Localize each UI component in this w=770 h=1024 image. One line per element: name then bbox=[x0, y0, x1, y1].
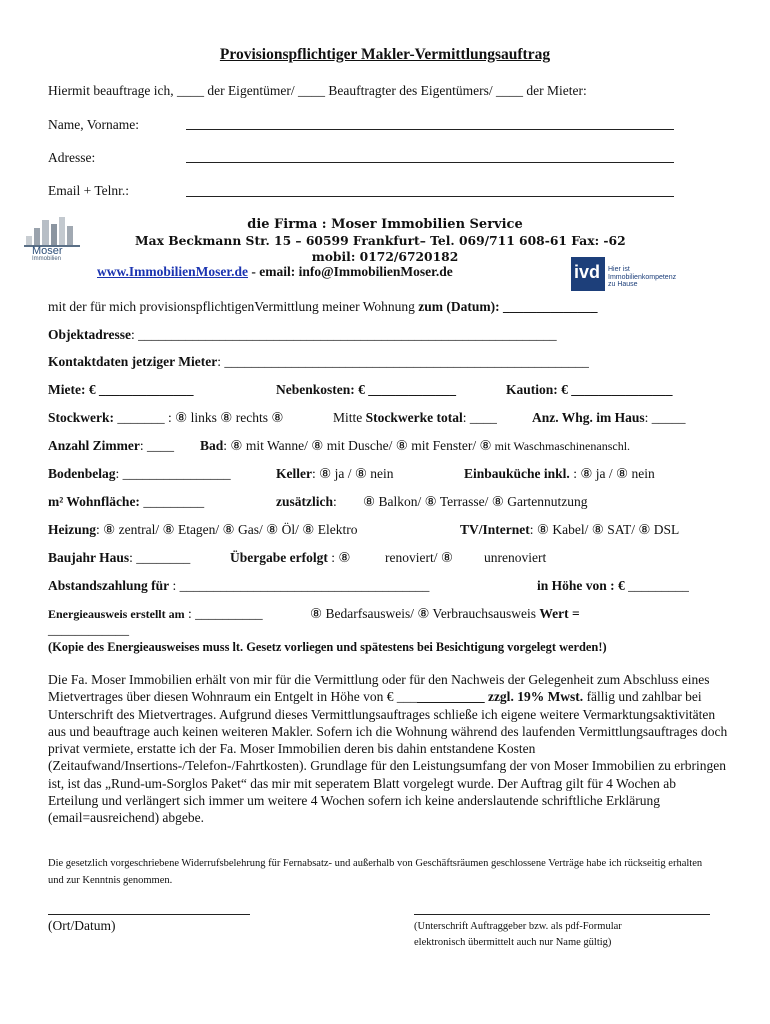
object-address-field[interactable]: : ______________________________________________________________ bbox=[131, 327, 557, 342]
contract-terms bbox=[48, 671, 728, 827]
company-mobile: mobil: 0172/6720182 bbox=[311, 249, 459, 264]
ivd-tagline bbox=[608, 266, 676, 289]
company-address: Max Beckmann Str. 15 – 60599 Frankfurt– Tel. 069/711 608-61 Fax: -62 bbox=[135, 233, 626, 248]
additional-label: zusätzlich bbox=[276, 494, 333, 509]
signature-label-1: (Unterschrift Auftraggeber bzw. als pdf-Formular bbox=[414, 921, 622, 932]
unrenovated-option[interactable]: unrenoviert bbox=[484, 550, 547, 565]
document-title: Provisionspflichtiger Makler-Vermittlungsauftrag bbox=[219, 46, 551, 63]
units-field[interactable]: : _____ bbox=[644, 410, 686, 425]
rooms-label: Anzahl Zimmer bbox=[48, 438, 140, 453]
floor-row bbox=[48, 410, 283, 426]
object-address-row bbox=[48, 327, 557, 343]
bath-options[interactable]: : ⑧ mit Wanne/ ⑧ mit Dusche/ ⑧ mit Fenster/ ⑧ bbox=[223, 438, 492, 453]
company-email: - email: info@ImmobilienMoser.de bbox=[248, 264, 453, 279]
energy-value-label: Wert = bbox=[539, 606, 580, 621]
tv-label: TV/Internet bbox=[460, 522, 530, 537]
energy-options[interactable]: ⑧ Bedarfsausweis/ ⑧ Verbrauchsausweis bbox=[310, 606, 537, 621]
kitchen-options[interactable]: : ⑧ ja / ⑧ nein bbox=[569, 466, 655, 481]
additional-colon: : bbox=[333, 494, 337, 509]
email-field[interactable] bbox=[186, 196, 674, 197]
terms-part-1: Die Fa. Moser Immobilien erhält von mir für die Vermittlung oder für den Nachweis der Gelegenheit zum Abschluss eines Mietvertrages über diesen Wohnraum ein Entgelt in Höhe von € ___ bbox=[48, 672, 710, 705]
bath-washing-machine[interactable]: mit Waschmaschinenanschl. bbox=[491, 439, 631, 453]
energy-date-field[interactable]: : __________ bbox=[184, 606, 263, 621]
floor-covering-row bbox=[48, 466, 231, 482]
floors-total-label: Stockwerke total bbox=[365, 410, 463, 425]
additional-row bbox=[276, 494, 337, 510]
deposit-field[interactable]: Kaution: € _______________ bbox=[506, 382, 673, 397]
intro-line bbox=[48, 83, 587, 99]
cellar-options[interactable]: : ⑧ ja / ⑧ nein bbox=[311, 466, 394, 481]
company-contact-line bbox=[97, 264, 453, 280]
area-field[interactable]: _________ bbox=[139, 494, 205, 509]
bath-label: Bad bbox=[200, 438, 224, 453]
place-date-line[interactable] bbox=[48, 914, 250, 915]
cellar-label: Keller bbox=[276, 466, 312, 481]
cellar-row bbox=[276, 466, 394, 482]
name-field[interactable] bbox=[186, 129, 674, 130]
amount-row bbox=[537, 578, 689, 594]
terms-part-3: fällig und zahlbar bei Unterschrift des Mietvertrages. Aufgrund dieses Vermittlungsauftrages schließe ich eigene weitere Vermarktungsaktivitäten aus und beauftrage auch keinen weiteren Makler. Sofern ich die Wohnung während des laufenden Vermittlungsauftrages doch privat vermiete, erstatte ich der Fa. Moser Immobilien deren bis dahin entstandene Kosten (Zeitaufwand/Insertions-/Telefon-/Fahrtkosten). Grundlage für den Leistungsumfang der von Moser Immobilien zu erbringen ist, ist das „Rund-um-Sorglos Paket“ das mir mit seperatem Blatt vorgelegt wurde. Der Auftrag gilt für 4 Wochen ab Erteilung und verlängert sich immer um weitere 4 Wochen sofern ich keine anderslautende schriftliche Erklärung (email=ausreichend) abgebe. bbox=[48, 689, 728, 826]
intro-prefix: Hiermit beauftrage ich, ____ bbox=[48, 83, 204, 98]
email-label: Email + Telnr.: bbox=[48, 183, 130, 198]
built-row bbox=[48, 550, 190, 566]
built-field[interactable]: : ________ bbox=[129, 550, 191, 565]
bath-row bbox=[200, 438, 630, 454]
area-label: m² Wohnfläche: bbox=[48, 494, 140, 509]
logo-text-immobilien: Immobilien bbox=[32, 256, 62, 262]
ivd-tagline-1: Hier ist bbox=[608, 266, 630, 273]
intro-tenant: der Mieter: bbox=[526, 83, 587, 98]
floor-covering-field[interactable]: : ________________ bbox=[115, 466, 231, 481]
compensation-row bbox=[48, 578, 429, 594]
object-address-label: Objektadresse bbox=[48, 327, 131, 342]
floors-total-row bbox=[333, 410, 497, 426]
rooms-field[interactable]: : ____ bbox=[139, 438, 175, 453]
address-label: Adresse: bbox=[48, 150, 96, 165]
intro-agent: Beauftragter des Eigentümers/ ____ bbox=[328, 83, 523, 98]
name-label: Name, Vorname: bbox=[48, 117, 139, 132]
ivd-logo-text: ivd bbox=[574, 262, 601, 282]
rent-field[interactable]: Miete: € ______________ bbox=[48, 382, 194, 397]
renovated-option[interactable]: renoviert/ ⑧ bbox=[385, 550, 453, 565]
ivd-tagline-3: zu Hause bbox=[608, 281, 638, 288]
amount-label: in Höhe von : € bbox=[537, 578, 625, 593]
mediation-text: mit der für mich provisionspflichtigenVermittlung meiner Wohnung bbox=[48, 299, 415, 314]
mediation-date-label[interactable]: zum (Datum): ______________ bbox=[418, 299, 598, 314]
heating-label: Heizung bbox=[48, 522, 97, 537]
extra-costs-field[interactable]: Nebenkosten: € _____________ bbox=[276, 382, 457, 397]
signature-label-2: elektronisch übermittelt auch nur Name gültig) bbox=[414, 937, 612, 948]
units-label: Anz. Whg. im Haus bbox=[532, 410, 645, 425]
tv-row bbox=[460, 522, 679, 538]
area-row bbox=[48, 494, 204, 510]
tenant-contact-field[interactable]: : ______________________________________________________ bbox=[217, 354, 589, 369]
withdrawal-note: Die gesetzlich vorgeschriebene Widerrufsbelehrung für Fernabsatz- und außerhalb von Geschäftsräumen geschlossene Verträge habe ich rückseitig erhalten und zur Kenntnis genommen. bbox=[48, 858, 703, 886]
compensation-label: Abstandszahlung für bbox=[48, 578, 170, 593]
heating-options[interactable]: : ⑧ zentral/ ⑧ Etagen/ ⑧ Gas/ ⑧ Öl/ ⑧ Elektro bbox=[96, 522, 358, 537]
floor-options[interactable]: _______ : ⑧ links ⑧ rechts ⑧ bbox=[114, 410, 284, 425]
additional-options[interactable]: ⑧ Balkon/ ⑧ Terrasse/ ⑧ Gartennutzung bbox=[363, 494, 588, 509]
handover-option[interactable]: : ⑧ bbox=[327, 550, 351, 565]
tenant-contact-row bbox=[48, 354, 589, 370]
tenant-contact-label: Kontaktdaten jetziger Mieter bbox=[48, 354, 218, 369]
floor-middle-option[interactable]: Mitte bbox=[333, 410, 363, 425]
kitchen-label: Einbauküche inkl. bbox=[464, 466, 570, 481]
kitchen-row bbox=[464, 466, 655, 482]
company-name: die Firma : Moser Immobilien Service bbox=[247, 217, 523, 232]
mediation-line bbox=[48, 299, 597, 315]
energy-note: (Kopie des Energieausweises muss lt. Gesetz vorliegen und spätestens bei Besichtigung vorgelegt werden!) bbox=[48, 640, 607, 654]
intro-owner: der Eigentümer/ ____ bbox=[207, 83, 326, 98]
units-row bbox=[532, 410, 686, 426]
heating-row bbox=[48, 522, 357, 538]
floors-total-field[interactable]: : ____ bbox=[462, 410, 497, 425]
logo-text-moser: Moser bbox=[32, 245, 63, 257]
energy-options-row bbox=[310, 606, 580, 622]
amount-field[interactable]: _________ bbox=[624, 578, 689, 593]
ivd-tagline-2: Immobilienkompetenz bbox=[608, 273, 677, 281]
tv-options[interactable]: : ⑧ Kabel/ ⑧ SAT/ ⑧ DSL bbox=[529, 522, 680, 537]
energy-row bbox=[48, 606, 263, 622]
address-field[interactable] bbox=[186, 162, 674, 163]
terms-fee[interactable]: __________ zzgl. 19% Mwst. bbox=[417, 689, 584, 705]
ivd-logo bbox=[571, 257, 691, 291]
place-date-label: (Ort/Datum) bbox=[48, 918, 116, 933]
energy-label: Energieausweis erstellt am bbox=[48, 607, 185, 621]
floor-label: Stockwerk: bbox=[48, 410, 114, 425]
signature-label bbox=[414, 919, 622, 951]
energy-value-field[interactable]: ____________ bbox=[48, 622, 129, 637]
handover-row bbox=[230, 550, 350, 566]
rooms-row bbox=[48, 438, 174, 454]
signature-line[interactable] bbox=[414, 914, 710, 915]
company-website-link[interactable]: www.ImmobilienMoser.de bbox=[97, 264, 248, 279]
built-label: Baujahr Haus bbox=[48, 550, 130, 565]
compensation-field[interactable]: : _____________________________________ bbox=[169, 578, 430, 593]
handover-label: Übergabe erfolgt bbox=[230, 550, 328, 565]
floor-covering-label: Bodenbelag bbox=[48, 466, 116, 481]
